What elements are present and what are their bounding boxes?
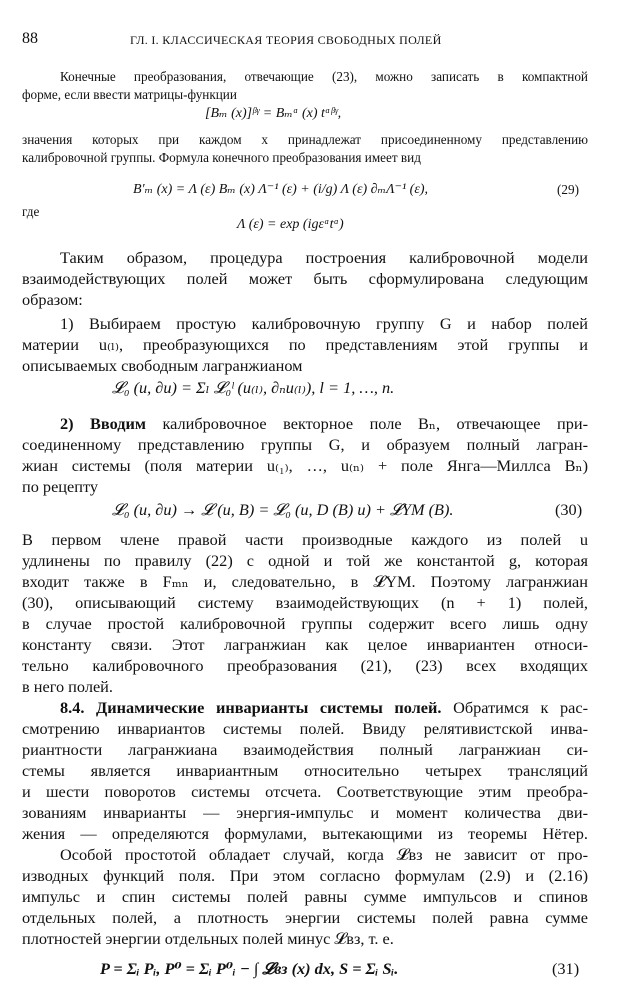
equation-lambda: Λ (ε) = exp (igεᵅtᵅ) — [237, 217, 344, 232]
section-heading: 8.4. Динамические инварианты системы полей. — [60, 698, 442, 717]
text-line: Особой простотой обладает случай, когда 𝓛вз не зависит от про- — [60, 845, 588, 864]
text-line: в него полей. — [22, 677, 113, 696]
text-line: стемы является инвариантным относительно четырех трансляций — [22, 761, 588, 780]
section-heading-line — [60, 697, 588, 719]
equation-matrix-function: [Bₘ (x)]ᵝᵞ = Bₘᵅ (x) tᵅᵝᵞ, — [205, 106, 342, 121]
text-line: импульс и спин системы полей равны сумме импульсов и спинов — [22, 887, 588, 906]
text-line: форме, если ввести матрицы-функции — [22, 87, 237, 102]
page-number: 88 — [22, 30, 38, 47]
equation-30: 𝓛₀ (u, ∂u) → 𝓛 (u, B) = 𝓛₀ (u, D (B) u) + 𝓛YM (B). — [112, 500, 454, 519]
equation-31: P = Σᵢ Pᵢ, P⁰ = Σᵢ P⁰ᵢ − ∫ 𝓛вз (x) dx, S = Σᵢ Sᵢ. — [100, 959, 399, 978]
equation-number: (31) — [552, 959, 580, 978]
equation-number: (30) — [555, 500, 583, 519]
text-line: удлинены по правилу (22) с одной и той же константой g, которая — [22, 551, 588, 570]
text-line: жиан системы (поля материи u₍₁₎, …, u₍ₙ₎ + поле Янга—Миллса Bₙ) — [22, 456, 588, 475]
text-line: изводных функций поля. При этом согласно формулам (2.9) и (2.16) — [22, 866, 588, 885]
text-span: Обратимся к рас- — [453, 698, 588, 717]
text-line: тельно калибровочного преобразования (21), (23) всех входящих — [22, 656, 588, 675]
text-line: соединенному представлению группы G, и образуем полный лагран- — [22, 435, 588, 454]
equation-free-lagrangian: 𝓛₀ (u, ∂u) = Σₗ 𝓛₀ˡ (u₍ₗ₎, ∂ₙu₍ₗ₎), l = 1, …, n. — [112, 378, 395, 397]
step-label: 2) Вводим — [60, 414, 146, 433]
text-span: калибровочное векторное поле Bₙ, отвечающее при- — [162, 414, 588, 433]
text-line: Конечные преобразования, отвечающие (23), можно записать в компактной — [60, 69, 588, 84]
text-line: материи u₍ₗ₎, преобразующихся по представлениям этой группы и — [22, 335, 588, 354]
text-line: отдельных полей, а плотность энергии системы полей равна сумме — [22, 908, 588, 927]
text-line: плотностей энергии отдельных полей минус 𝓛вз, т. е. — [22, 929, 394, 948]
text-line: и шести поворотов системы отсчета. Соответствующие этим преобра- — [22, 782, 588, 801]
text-line: жения — определяются формулами, вытекающими из теоремы Нётер. — [22, 824, 588, 843]
text-line: 1) Выбираем простую калибровочную группу G и набор полей — [60, 314, 588, 333]
text-line: по рецепту — [22, 477, 98, 496]
page-header — [22, 30, 594, 50]
text-where: где — [22, 204, 40, 219]
text-line: зованиям инварианты — энергия-импульс и момент количества дви- — [22, 803, 588, 822]
text-line: входит также в Fₘₙ и, следовательно, в 𝓛YM. Поэтому лагранжиан — [22, 572, 588, 591]
text-line: в случае простой калибровочной группы содержит всего лишь одну — [22, 614, 588, 633]
text-line: смотрению инвариантов системы полей. Ввиду релятивистской инва- — [22, 719, 588, 738]
text-line: описываемых свободным лагранжианом — [22, 356, 303, 375]
text-line: В первом члене правой части производные каждого из полей u — [22, 530, 588, 549]
text-line: риантности лагранжиана взаимодействия полный лагранжиан си- — [22, 740, 588, 759]
text-line: взаимодействующих полей может быть сформулирована следующим — [22, 269, 588, 288]
text-line: (30), описывающий систему взаимодействующих (n + 1) полей, — [22, 593, 588, 612]
running-title: ГЛ. I. КЛАССИЧЕСКАЯ ТЕОРИЯ СВОБОДНЫХ ПОЛЕЙ — [130, 33, 442, 47]
text-line — [60, 413, 588, 435]
text-line: значения которых при каждом x принадлежат присоединенному представлению — [22, 132, 588, 147]
equation-number: (29) — [557, 182, 579, 197]
text-line: константу связи. Этот лагранжиан как целое инвариантен относи- — [22, 635, 588, 654]
text-line: образом: — [22, 290, 83, 309]
text-line: калибровочной группы. Формула конечного преобразования имеет вид — [22, 150, 421, 165]
text-line: Таким образом, процедура построения калибровочной модели — [60, 248, 588, 267]
equation-29: B′ₘ (x) = Λ (ε) Bₘ (x) Λ⁻¹ (ε) + (i/g) Λ (ε) ∂ₘΛ⁻¹ (ε), — [133, 182, 429, 197]
